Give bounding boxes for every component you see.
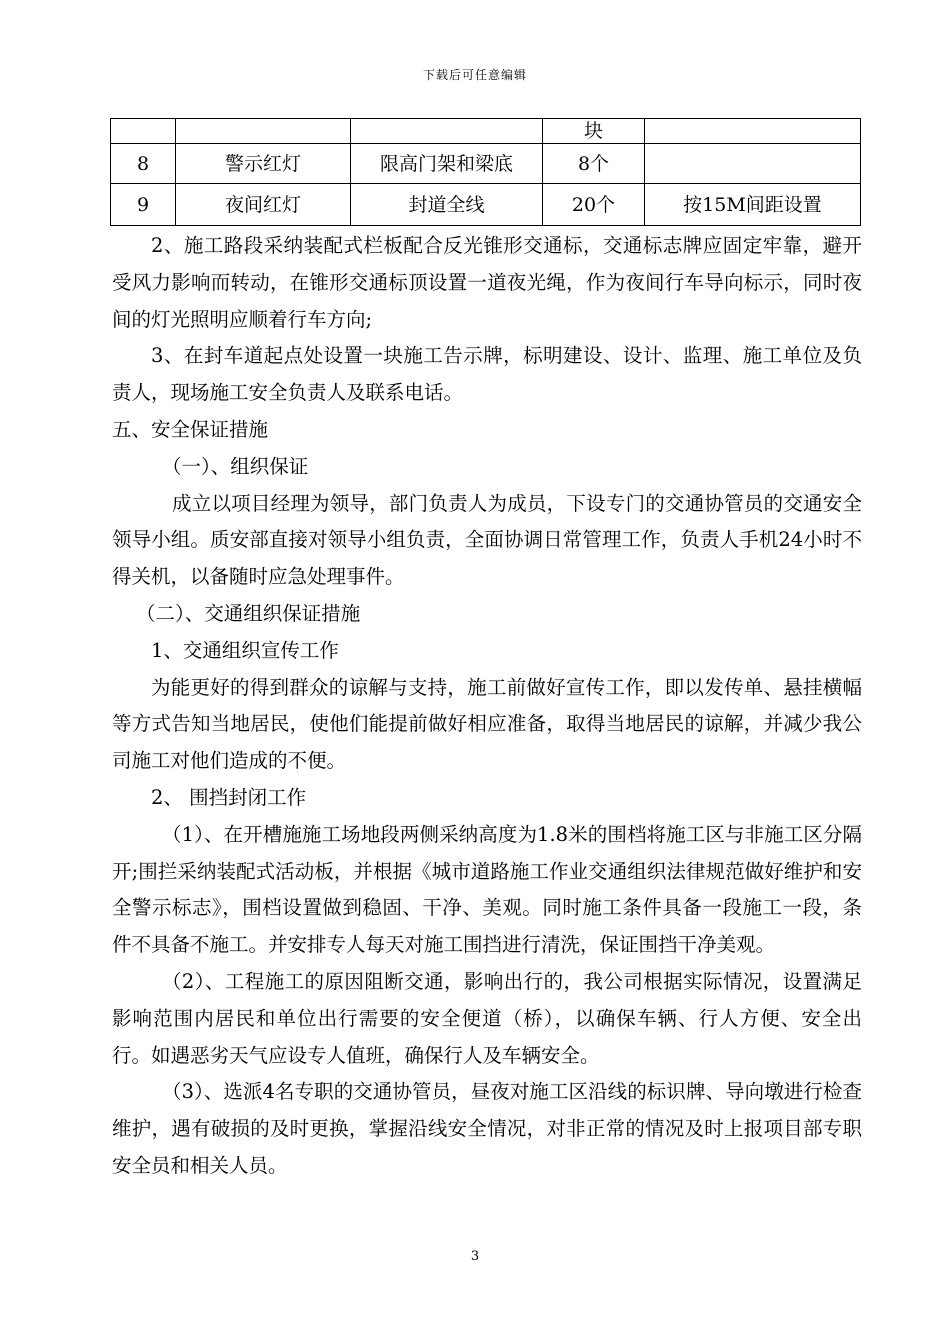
table-cell: 8个 bbox=[543, 144, 645, 184]
table-cell bbox=[176, 119, 351, 144]
item-heading: 1、交通组织宣传工作 bbox=[151, 638, 339, 662]
table-row bbox=[111, 119, 861, 144]
paragraph: （1）、在开槽施施工场地段两侧采纳高度为1.8米的围档将施工区与非施工区分隔开;围拦采纳装配式活动板，并根据《城市道路施工作业交通组织法律规范做好维护和安全警示标志》，围档设置做到稳固、干净、美观。同时施工条件具备一段施工一段，条件不具备不施工。并安排专人每天对施工围挡进行清洗，保证围挡干净美观。 bbox=[112, 822, 862, 957]
table-cell: 按15M间距设置 bbox=[645, 184, 861, 226]
table-cell bbox=[111, 119, 176, 144]
table-cell: 块 bbox=[543, 119, 645, 144]
paragraph: 为能更好的得到群众的谅解与支持，施工前做好宣传工作，即以发传单、悬挂横幅等方式告知当地居民，使他们能提前做好相应准备，取得当地居民的谅解，并减少我公司施工对他们造成的不便。 bbox=[112, 675, 862, 773]
paragraph: 3、在封车道起点处设置一块施工告示牌，标明建设、设计、监理、施工单位及负责人，现场施工安全负责人及联系电话。 bbox=[112, 344, 862, 405]
table-cell: 9 bbox=[111, 184, 176, 226]
items-table bbox=[110, 118, 861, 226]
table-cell: 20个 bbox=[543, 184, 645, 226]
paragraph: 成立以项目经理为领导，部门负责人为成员，下设专门的交通协管员的交通安全领导小组。质安部直接对领导小组负责，全面协调日常管理工作，负责人手机24小时不得关机，以备随时应急处理事件。 bbox=[112, 491, 862, 589]
table-cell: 限高门架和梁底 bbox=[351, 144, 543, 184]
document-body bbox=[112, 228, 862, 1185]
paragraph: 2、施工路段采纳装配式栏板配合反光锥形交通标，交通标志牌应固定牢靠，避开受风力影响而转动，在锥形交通标顶设置一道夜光绳，作为夜间行车导向标示，同时夜间的灯光照明应顺着行车方向; bbox=[112, 234, 862, 331]
table-cell: 警示红灯 bbox=[176, 144, 351, 184]
table-cell: 封道全线 bbox=[351, 184, 543, 226]
table-cell bbox=[645, 119, 861, 144]
table-cell bbox=[351, 119, 543, 144]
section-heading: 五、安全保证措施 bbox=[112, 417, 269, 441]
table-cell: 夜间红灯 bbox=[176, 184, 351, 226]
item-heading: 2、 围挡封闭工作 bbox=[151, 785, 307, 809]
paragraph: （2）、工程施工的原因阻断交通，影响出行的，我公司根据实际情况，设置满足影响范围内居民和单位出行需要的安全便道（桥），以确保车辆、行人方便、安全出行。如遇恶劣天气应设专人值班，确保行人及车辆安全。 bbox=[112, 969, 862, 1067]
paragraph: （3）、选派4名专职的交通协管员，昼夜对施工区沿线的标识牌、导向墩进行检查维护，遇有破损的及时更换，掌握沿线安全情况，对非正常的情况及时上报项目部专职安全员和相关人员。 bbox=[112, 1080, 862, 1177]
subsection-heading: （二）、交通组织保证措施 bbox=[136, 601, 361, 625]
table-cell bbox=[645, 144, 861, 184]
page-number: 3 bbox=[470, 1249, 480, 1264]
table-row bbox=[111, 144, 861, 184]
page-header: 下载后可任意编辑 bbox=[422, 68, 527, 82]
subsection-heading: （一）、组织保证 bbox=[162, 454, 309, 478]
table-row bbox=[111, 184, 861, 226]
table-cell: 8 bbox=[111, 144, 176, 184]
